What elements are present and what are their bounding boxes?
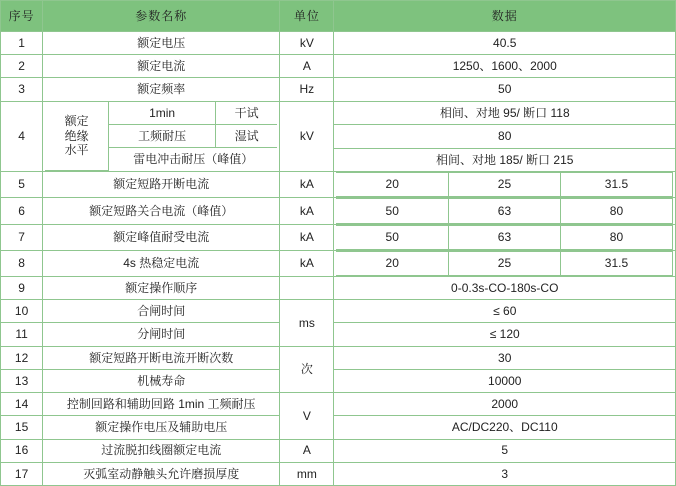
row-unit: 次 xyxy=(280,346,334,392)
row-data-split xyxy=(334,224,676,250)
row-name: 机械寿命 xyxy=(43,369,280,392)
row-name: 额定频率 xyxy=(43,78,280,101)
row-no: 9 xyxy=(1,277,43,300)
row-no: 12 xyxy=(1,346,43,369)
table-row xyxy=(1,393,676,416)
table-row xyxy=(1,172,676,198)
row-data: 相间、对地 95/ 断口 118 xyxy=(334,101,676,124)
table-row xyxy=(1,224,676,250)
row-no: 5 xyxy=(1,172,43,198)
row-name: 额定电流 xyxy=(43,55,280,78)
row-data: 10000 xyxy=(334,369,676,392)
row-name: 4s 热稳定电流 xyxy=(43,250,280,276)
row-data-c: 31.5 xyxy=(560,251,672,275)
table-row xyxy=(1,277,676,300)
row-data: 80 xyxy=(334,125,676,148)
row-data: 50 xyxy=(334,78,676,101)
row-unit: kV xyxy=(280,32,334,55)
row-no: 4 xyxy=(1,101,43,171)
row-data: 3 xyxy=(334,462,676,485)
row-data-c: 31.5 xyxy=(560,173,672,197)
row-unit: A xyxy=(280,55,334,78)
table-row xyxy=(1,32,676,55)
header-unit: 单位 xyxy=(280,1,334,32)
row-data-split xyxy=(334,198,676,224)
table-row xyxy=(1,462,676,485)
row-data-split xyxy=(334,172,676,198)
row-unit: kA xyxy=(280,250,334,276)
header-data: 数据 xyxy=(334,1,676,32)
row-data-b: 25 xyxy=(448,173,560,197)
row-data: 40.5 xyxy=(334,32,676,55)
row-name: 额定电压 xyxy=(43,32,280,55)
row-data-c: 80 xyxy=(560,199,672,223)
row-no: 11 xyxy=(1,323,43,346)
table-row xyxy=(1,250,676,276)
row-unit: kA xyxy=(280,224,334,250)
row-data-a: 20 xyxy=(336,251,448,275)
row-no: 13 xyxy=(1,369,43,392)
row-no: 8 xyxy=(1,250,43,276)
header-no: 序号 xyxy=(1,1,43,32)
table-row xyxy=(1,323,676,346)
row-data-a: 20 xyxy=(336,173,448,197)
table-row xyxy=(1,346,676,369)
table-row xyxy=(1,439,676,462)
row-name: 过流脱扣线圈额定电流 xyxy=(43,439,280,462)
row-name: 额定操作顺序 xyxy=(43,277,280,300)
table-header-row xyxy=(1,1,676,32)
row-no: 3 xyxy=(1,78,43,101)
row-name: 额定峰值耐受电流 xyxy=(43,224,280,250)
insulation-sub-mid-3: 雷电冲击耐压（峰值） xyxy=(109,148,278,171)
insulation-group-label: 额定 绝缘 水平 xyxy=(45,102,108,171)
row-data-c: 80 xyxy=(560,225,672,249)
row-no: 10 xyxy=(1,300,43,323)
table-row-insulation-1 xyxy=(1,101,676,124)
table-row xyxy=(1,300,676,323)
row-name: 额定短路开断电流 xyxy=(43,172,280,198)
insulation-sub-right-2: 湿试 xyxy=(216,124,278,147)
table-row xyxy=(1,78,676,101)
insulation-sub-right-1: 干试 xyxy=(216,102,278,125)
insulation-sub-mid-1: 1min xyxy=(109,102,216,125)
row-data: ≤ 60 xyxy=(334,300,676,323)
row-name: 额定操作电压及辅助电压 xyxy=(43,416,280,439)
row-unit: kA xyxy=(280,198,334,224)
row-no: 15 xyxy=(1,416,43,439)
row-no: 2 xyxy=(1,55,43,78)
row-no: 1 xyxy=(1,32,43,55)
row-unit: kV xyxy=(280,101,334,171)
row-data: ≤ 120 xyxy=(334,323,676,346)
row-data: AC/DC220、DC110 xyxy=(334,416,676,439)
header-name: 参数名称 xyxy=(43,1,280,32)
row-name: 分闸时间 xyxy=(43,323,280,346)
row-data: 5 xyxy=(334,439,676,462)
row-no: 16 xyxy=(1,439,43,462)
row-name: 控制回路和辅助回路 1min 工频耐压 xyxy=(43,393,280,416)
row-data: 1250、1600、2000 xyxy=(334,55,676,78)
row-unit: kA xyxy=(280,172,334,198)
row-name: 合闸时间 xyxy=(43,300,280,323)
row-data: 相间、对地 185/ 断口 215 xyxy=(334,148,676,172)
row-data-a: 50 xyxy=(336,199,448,223)
table-row xyxy=(1,416,676,439)
table-row xyxy=(1,55,676,78)
row-unit: ms xyxy=(280,300,334,346)
row-unit: Hz xyxy=(280,78,334,101)
row-data-split xyxy=(334,250,676,276)
table-row xyxy=(1,198,676,224)
row-data: 30 xyxy=(334,346,676,369)
row-data-b: 63 xyxy=(448,225,560,249)
row-name: 额定短路开断电流开断次数 xyxy=(43,346,280,369)
row-data-b: 25 xyxy=(448,251,560,275)
row-unit: A xyxy=(280,439,334,462)
row-data-a: 50 xyxy=(336,225,448,249)
row-unit: mm xyxy=(280,462,334,485)
row-name: 灭弧室动静触头允许磨损厚度 xyxy=(43,462,280,485)
row-unit: V xyxy=(280,393,334,439)
row-data-b: 63 xyxy=(448,199,560,223)
row-no: 17 xyxy=(1,462,43,485)
row-data: 2000 xyxy=(334,393,676,416)
row-no: 14 xyxy=(1,393,43,416)
insulation-group-cell xyxy=(43,101,280,171)
row-no: 7 xyxy=(1,224,43,250)
row-unit xyxy=(280,277,334,300)
row-no: 6 xyxy=(1,198,43,224)
insulation-sub-mid-2: 工频耐压 xyxy=(109,124,216,147)
table-row xyxy=(1,369,676,392)
row-data: 0-0.3s-CO-180s-CO xyxy=(334,277,676,300)
row-name: 额定短路关合电流（峰值） xyxy=(43,198,280,224)
